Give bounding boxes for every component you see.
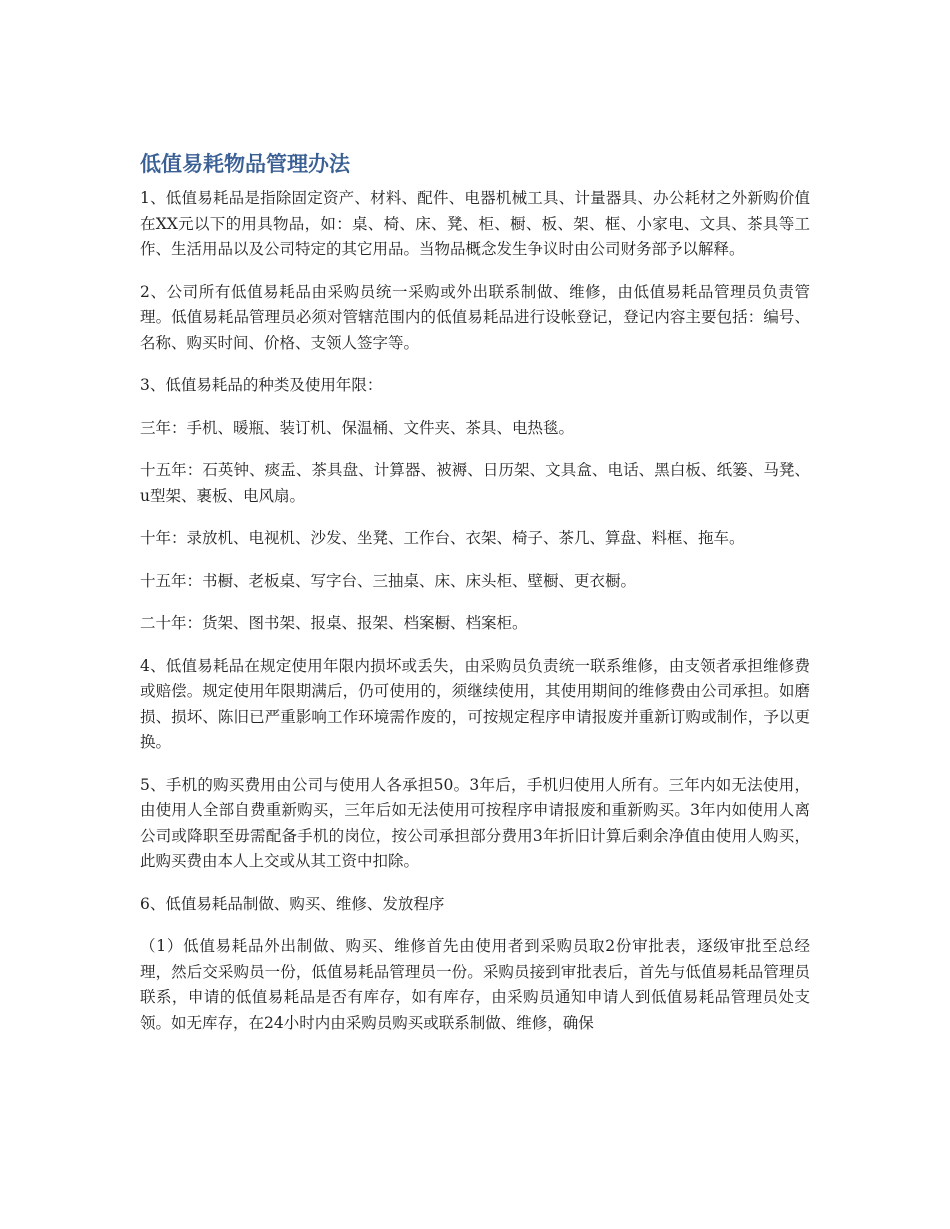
paragraph-fifteen-years-b: 十五年：书橱、老板桌、写字台、三抽桌、床、床头柜、壁橱、更衣橱。: [140, 571, 637, 590]
paragraph-5: 5、手机的购买费用由公司与使用人各承担50。3年后，手机归使用人所有。三年内如无法使用，由使用人全部自费重新购买，三年后如无法使用可按程序申请报废和重新购买。3年内如使用人离公司或降职至毋需配备手机的岗位，按公司承担部分费用3年折旧计算后剩余净值由使用人购买，此购买费由本人上交或从其工资中扣除。: [140, 775, 810, 870]
document-page: [140, 148, 810, 1053]
paragraph-1: 1、低值易耗品是指除固定资产、材料、配件、电器机械工具、计量器具、办公耗材之外新购价值在XX元以下的用具物品，如：桌、椅、床、凳、柜、橱、板、架、框、小家电、文具、茶具等工作、生活用品以及公司特定的其它用品。当物品概念发生争议时由公司财务部予以解释。: [140, 189, 810, 258]
paragraph-twenty-years: 二十年：货架、图书架、报桌、报架、档案橱、档案柜。: [140, 614, 528, 632]
paragraph-ten-years: 十年：录放机、电视机、沙发、坐凳、工作台、衣架、椅子、茶几、算盘、料框、拖车。: [140, 529, 745, 547]
paragraph-fifteen-years-a: 十五年：石英钟、痰盂、茶具盘、计算器、被褥、日历架、文具盒、电话、黑白板、纸篓、马凳、u型架、裹板、电风扇。: [140, 461, 810, 505]
paragraph-4: 4、低值易耗品在规定使用年限内损坏或丢失，由采购员负责统一联系维修，由支领者承担维修费或赔偿。规定使用年限期满后，仍可使用的，须继续使用，其使用期间的维修费由公司承担。如磨损、损坏、陈旧已严重影响工作环境需作废的，可按规定程序申请报废并重新订购或制作，予以更换。: [140, 656, 810, 751]
paragraph-6: 6、低值易耗品制做、购买、维修、发放程序: [140, 894, 445, 913]
paragraph-2: 2、公司所有低值易耗品由采购员统一采购或外出联系制做、维修，由低值易耗品管理员负责管理。低值易耗品管理员必须对管辖范围内的低值易耗品进行设帐登记，登记内容主要包括：编号、名称、购买时间、价格、支领人签字等。: [140, 282, 810, 352]
paragraph-6-1: （1）低值易耗品外出制做、购买、维修首先由使用者到采购员取2份审批表，逐级审批至总经理，然后交采购员一份，低值易耗品管理员一份。采购员接到审批表后，首先与低值易耗品管理员联系，申请的低值易耗品是否有库存，如有库存，由采购员通知申请人到低值易耗品管理员处支领。如无库存，在24小时内由采购员购买或联系制做、维修，确保: [140, 937, 810, 1032]
paragraph-three-years: 三年：手机、暖瓶、装订机、保温桶、文件夹、茶具、电热毯。: [140, 418, 575, 437]
paragraph-3: 3、低值易耗品的种类及使用年限：: [140, 376, 383, 394]
document-title: 低值易耗物品管理办法: [140, 152, 350, 176]
